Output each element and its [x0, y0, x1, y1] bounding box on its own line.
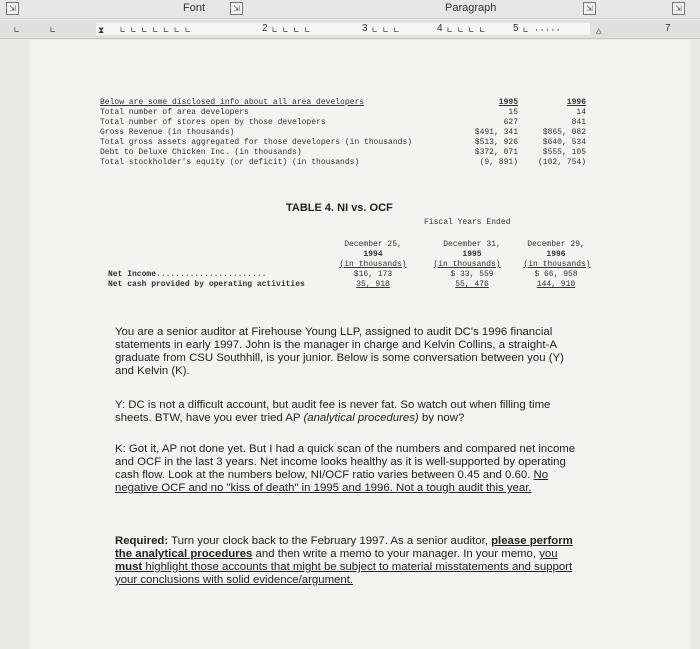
ocf-value: 55, 476	[455, 280, 489, 289]
tab-stop-icon[interactable]: ∟ ∟ ∟ ∟	[447, 26, 485, 36]
column-date: December 25,	[344, 240, 402, 249]
dialogue-k-underlined: No negative OCF and no "kiss of death" in 1995 and 1996. Not a tough audit this year.	[115, 469, 549, 494]
tab-stop-icon[interactable]: ∟ ∟ ∟	[372, 26, 400, 36]
row-value-1996: $555, 105	[542, 148, 586, 157]
required-bold-underline: please perform the analytical procedures	[115, 535, 573, 560]
column-unit: (in thousands)	[523, 260, 591, 269]
ocf-value: 144, 910	[536, 280, 576, 289]
ruler-number: 4	[437, 23, 443, 34]
dialogue-y-italic: (analytical procedures)	[303, 412, 419, 424]
dialogue-y-paragraph	[115, 399, 585, 425]
right-indent-icon[interactable]: △	[596, 26, 602, 36]
column-year: 1994	[363, 250, 383, 259]
row-value-1995: 15	[508, 108, 518, 117]
ruler-number: 2	[262, 23, 268, 34]
row-value-1996: 14	[576, 108, 586, 117]
ruler-number: 3	[362, 23, 368, 34]
column-year: 1995	[462, 250, 482, 259]
tab-stop-icon[interactable]: ∟	[14, 26, 20, 36]
row-label: Debt to Deluxe Chicken Inc. (in thousands)	[100, 148, 302, 157]
paragraph-launcher-icon[interactable]: ⇲	[583, 2, 596, 15]
row-value-1996: $640, 534	[542, 138, 586, 147]
paragraph-group-label: Paragraph	[445, 2, 497, 14]
clipboard-launcher-icon[interactable]: ⇲	[6, 2, 19, 15]
ocf-label: Net cash provided by operating activities	[108, 280, 305, 289]
required-must: must	[115, 561, 143, 573]
tab-stop-icon[interactable]: ∟ ·····	[523, 26, 561, 36]
net-income-text: Net Income	[108, 270, 157, 279]
ruler-number: 7	[665, 23, 671, 34]
column-date: December 31,	[443, 240, 501, 249]
required-underline-you: you	[539, 548, 558, 560]
ocf-value: 35, 918	[356, 280, 390, 289]
intro-paragraph: You are a senior auditor at Firehouse Young LLP, assigned to audit DC's 1996 financial statements in early 1997. John is the manager in charge and Kelvin Collins, a straight-A graduate from CSU Southhill, is your junior. Below is some conversation between you (Y) and Kelvin (K).	[115, 326, 564, 377]
ruler-number: 5	[513, 23, 519, 34]
styles-launcher-icon[interactable]: ⇲	[672, 2, 685, 15]
row-value-1996: $865, 082	[542, 128, 586, 137]
row-value-1995: $491, 341	[474, 128, 518, 137]
ribbon	[0, 0, 700, 19]
dialogue-k-paragraph	[115, 443, 585, 495]
column-date: December 29,	[527, 240, 585, 249]
year-1995-header: 1995	[498, 98, 518, 107]
year-1996-header: 1996	[566, 98, 586, 107]
indent-marker-icon[interactable]: ⧗	[98, 26, 105, 36]
dialogue-k-text: K: Got it, AP not done yet. But I had a quick scan of the numbers and compared net income and OCF in the last 3 years. Net income looks healthy as it is well-supported by operating cash flow. Look at the numbers below, NI/OCF ratio varies between 0.45 and 0.60.	[115, 443, 576, 481]
row-label: Gross Revenue (in thousands)	[100, 128, 235, 137]
tab-stop-icon[interactable]: ∟ ∟ ∟ ∟	[272, 26, 310, 36]
font-launcher-icon[interactable]: ⇲	[230, 2, 243, 15]
font-group-label: Font	[183, 2, 206, 14]
table-title: Below are some disclosed info about all area developers	[100, 98, 365, 107]
row-label: Total stockholder's equity (or deficit) (in thousands)	[100, 158, 360, 167]
row-label: Total number of area developers	[100, 108, 249, 117]
row-value-1996: 841	[571, 118, 586, 127]
required-underline-end: highlight those accounts that might be subject to material misstatements and support your conclusions with solid evidence/argument.	[115, 561, 573, 586]
tab-stop-icon[interactable]: ∟ ∟ ∟ ∟ ∟ ∟ ∟	[120, 26, 191, 36]
tab-stop-icon[interactable]: ∟	[50, 26, 56, 36]
row-value-1995: $372, 071	[474, 148, 518, 157]
required-text-2: and then write a memo to your manager. In your memo,	[252, 548, 540, 560]
row-value-1996: (102, 754)	[537, 158, 586, 167]
column-unit: (in thousands)	[433, 260, 501, 269]
column-unit: (in thousands)	[339, 260, 407, 269]
ni-value: $ 66, 958	[534, 270, 578, 279]
ni-value: $ 33, 559	[450, 270, 494, 279]
fiscal-years-header: Fiscal Years Ended	[424, 218, 511, 227]
required-label: Required:	[115, 535, 169, 547]
required-paragraph	[115, 535, 585, 587]
table-4-title: TABLE 4. NI vs. OCF	[286, 202, 393, 214]
horizontal-ruler[interactable]	[0, 20, 700, 39]
row-value-1995: 627	[503, 118, 518, 127]
row-label: Total gross assets aggregated for those developers (in thousands)	[100, 138, 413, 147]
required-text: Turn your clock back to the February 1997. As a senior auditor,	[168, 535, 492, 547]
net-income-label: Net Income.......................	[108, 270, 267, 279]
column-year: 1996	[546, 250, 566, 259]
ni-value: $16, 173	[353, 270, 393, 279]
dialogue-y-end: by now?	[418, 412, 465, 424]
row-value-1995: (9, 891)	[479, 158, 518, 167]
row-value-1995: $513, 926	[474, 138, 518, 147]
dialogue-y-text: Y: DC is not a difficult account, but audit fee is never fat. So watch out when filling time sheets. BTW, have you ever tried AP	[115, 399, 551, 424]
row-label: Total number of stores open by those developers	[100, 118, 326, 127]
